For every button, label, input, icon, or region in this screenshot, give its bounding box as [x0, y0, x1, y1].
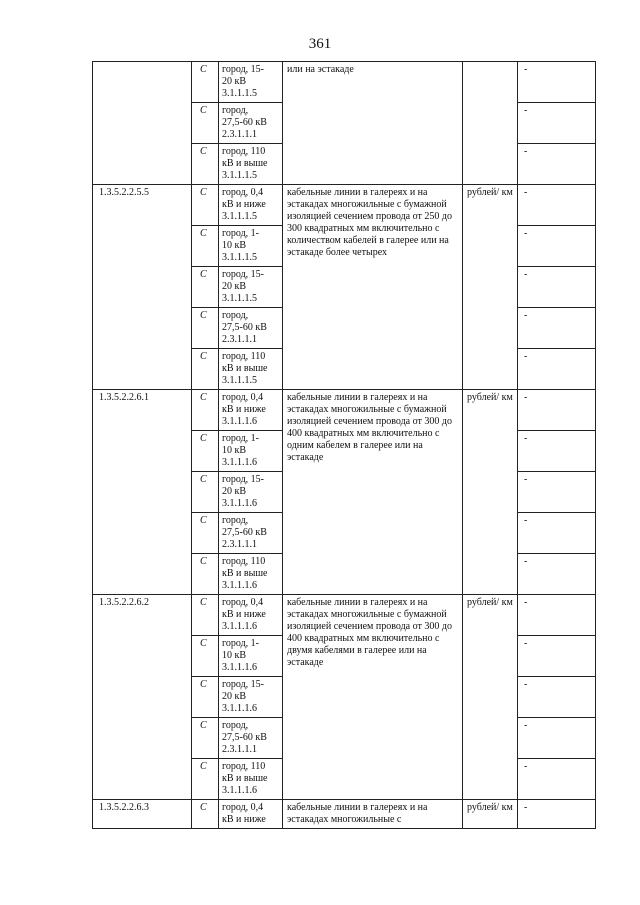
type-cell: C — [192, 103, 219, 144]
voltage-cell — [219, 472, 283, 513]
voltage-line: город, 110 — [222, 761, 266, 772]
voltage-line: город, — [222, 515, 249, 526]
voltage-line: город, 110 — [222, 556, 266, 567]
voltage-line: 2.3.1.1.1 — [222, 334, 257, 345]
item-code-cell: 1.3.5.2.2.6.3 — [93, 800, 192, 829]
voltage-line: город, 15- — [222, 269, 264, 280]
value-cell: - — [518, 349, 596, 390]
voltage-cell — [219, 226, 283, 267]
unit-cell — [463, 62, 518, 185]
voltage-line: 27,5-60 кВ — [222, 117, 267, 128]
table-row — [93, 800, 596, 829]
type-cell: C — [192, 185, 219, 226]
value-cell: - — [518, 185, 596, 226]
page-number: 361 — [308, 36, 332, 52]
voltage-line: 20 кВ — [222, 76, 247, 87]
voltage-line: город, — [222, 720, 249, 731]
unit-cell: рублей/ км — [463, 185, 518, 390]
voltage-line: 3.1.1.1.5 — [222, 88, 257, 99]
voltage-line: 27,5-60 кВ — [222, 527, 267, 538]
unit-cell: рублей/ км — [463, 800, 518, 829]
voltage-line: город, 0,4 — [222, 187, 264, 198]
voltage-line: 20 кВ — [222, 691, 247, 702]
voltage-line: город, 110 — [222, 351, 266, 362]
voltage-line: 3.1.1.1.5 — [222, 375, 257, 386]
voltage-line: 10 кВ — [222, 650, 247, 661]
voltage-cell — [219, 308, 283, 349]
voltage-line: 3.1.1.1.5 — [222, 293, 257, 304]
voltage-line: 3.1.1.1.6 — [222, 498, 257, 509]
voltage-line: 3.1.1.1.6 — [222, 580, 257, 591]
voltage-line: 2.3.1.1.1 — [222, 539, 257, 550]
table-row — [93, 185, 596, 226]
voltage-line: кВ и ниже — [222, 404, 266, 415]
voltage-cell — [219, 103, 283, 144]
value-cell: - — [518, 431, 596, 472]
type-cell: C — [192, 800, 219, 829]
voltage-line: 3.1.1.1.6 — [222, 662, 257, 673]
value-cell: - — [518, 103, 596, 144]
type-cell: C — [192, 62, 219, 103]
type-cell: C — [192, 677, 219, 718]
unit-cell: рублей/ км — [463, 595, 518, 800]
voltage-line: город, 1- — [222, 638, 259, 649]
type-cell: C — [192, 472, 219, 513]
value-cell: - — [518, 267, 596, 308]
voltage-line: кВ и выше — [222, 568, 268, 579]
voltage-cell — [219, 431, 283, 472]
voltage-line: город, 15- — [222, 679, 264, 690]
item-code-cell: 1.3.5.2.2.6.1 — [93, 390, 192, 595]
voltage-line: город, 1- — [222, 433, 259, 444]
value-cell: - — [518, 595, 596, 636]
table-row — [93, 390, 596, 431]
voltage-line: 10 кВ — [222, 445, 247, 456]
voltage-cell — [219, 595, 283, 636]
unit-cell: рублей/ км — [463, 390, 518, 595]
voltage-cell — [219, 349, 283, 390]
voltage-cell — [219, 636, 283, 677]
voltage-line: город, 15- — [222, 64, 264, 75]
table-row — [93, 595, 596, 636]
voltage-line: 3.1.1.1.6 — [222, 621, 257, 632]
voltage-line: 3.1.1.1.5 — [222, 252, 257, 263]
voltage-line: 2.3.1.1.1 — [222, 744, 257, 755]
voltage-line: город, 15- — [222, 474, 264, 485]
voltage-line: 3.1.1.1.5 — [222, 170, 257, 181]
voltage-cell — [219, 144, 283, 185]
voltage-cell — [219, 185, 283, 226]
voltage-line: 3.1.1.1.6 — [222, 785, 257, 796]
value-cell: - — [518, 513, 596, 554]
voltage-line: 27,5-60 кВ — [222, 322, 267, 333]
voltage-line: 2.3.1.1.1 — [222, 129, 257, 140]
value-cell: - — [518, 636, 596, 677]
value-cell: - — [518, 677, 596, 718]
item-code-cell — [93, 62, 192, 185]
value-cell: - — [518, 800, 596, 829]
type-cell: C — [192, 431, 219, 472]
voltage-cell — [219, 759, 283, 800]
voltage-line: 3.1.1.1.5 — [222, 211, 257, 222]
voltage-line: город, — [222, 310, 249, 321]
voltage-cell — [219, 718, 283, 759]
type-cell: C — [192, 513, 219, 554]
voltage-line: кВ и выше — [222, 363, 268, 374]
value-cell: - — [518, 472, 596, 513]
voltage-cell — [219, 554, 283, 595]
table-row — [93, 62, 596, 103]
voltage-cell — [219, 513, 283, 554]
voltage-line: город, 0,4 — [222, 597, 264, 608]
type-cell: C — [192, 718, 219, 759]
voltage-line: кВ и ниже — [222, 609, 266, 620]
voltage-line: 20 кВ — [222, 486, 247, 497]
type-cell: C — [192, 390, 219, 431]
type-cell: C — [192, 267, 219, 308]
voltage-line: 27,5-60 кВ — [222, 732, 267, 743]
value-cell: - — [518, 144, 596, 185]
voltage-line: кВ и ниже — [222, 199, 266, 210]
description-cell: кабельные линии в галереях и на эстакадах многожильные с бумажной изоляцией сечением провода от 300 до 400 квадратных мм включительно с двумя кабелями в галерее или на эстакаде — [283, 595, 463, 800]
voltage-line: 3.1.1.1.6 — [222, 416, 257, 427]
type-cell: C — [192, 759, 219, 800]
value-cell: - — [518, 554, 596, 595]
voltage-line: 20 кВ — [222, 281, 247, 292]
value-cell: - — [518, 718, 596, 759]
voltage-cell — [219, 800, 283, 829]
voltage-line: кВ и выше — [222, 158, 268, 169]
type-cell: C — [192, 349, 219, 390]
voltage-line: 3.1.1.1.6 — [222, 457, 257, 468]
voltage-line: город, 110 — [222, 146, 266, 157]
value-cell: - — [518, 390, 596, 431]
tariff-table — [92, 61, 596, 829]
value-cell: - — [518, 759, 596, 800]
description-cell: кабельные линии в галереях и на эстакадах многожильные с — [283, 800, 463, 829]
type-cell: C — [192, 144, 219, 185]
voltage-line: кВ и выше — [222, 773, 268, 784]
description-cell: или на эстакаде — [283, 62, 463, 185]
voltage-line: город, 1- — [222, 228, 259, 239]
voltage-cell — [219, 267, 283, 308]
value-cell: - — [518, 226, 596, 267]
type-cell: C — [192, 308, 219, 349]
type-cell: C — [192, 226, 219, 267]
voltage-line: город, — [222, 105, 249, 116]
description-cell: кабельные линии в галереях и на эстакадах многожильные с бумажной изоляцией сечением провода от 250 до 300 квадратных мм включительно с количеством кабелей в галерее или на эстакаде более четырех — [283, 185, 463, 390]
voltage-cell — [219, 677, 283, 718]
type-cell: C — [192, 636, 219, 677]
voltage-line: кВ и ниже — [222, 814, 266, 825]
item-code-cell: 1.3.5.2.2.5.5 — [93, 185, 192, 390]
type-cell: C — [192, 554, 219, 595]
type-cell: C — [192, 595, 219, 636]
description-cell: кабельные линии в галереях и на эстакадах многожильные с бумажной изоляцией сечением провода от 300 до 400 квадратных мм включительно с одним кабелем в галерее или на эстакаде — [283, 390, 463, 595]
voltage-line: город, 0,4 — [222, 392, 264, 403]
voltage-cell — [219, 62, 283, 103]
voltage-line: город, 0,4 — [222, 802, 264, 813]
voltage-line: 10 кВ — [222, 240, 247, 251]
value-cell: - — [518, 308, 596, 349]
value-cell: - — [518, 62, 596, 103]
voltage-cell — [219, 390, 283, 431]
item-code-cell: 1.3.5.2.2.6.2 — [93, 595, 192, 800]
voltage-line: 3.1.1.1.6 — [222, 703, 257, 714]
